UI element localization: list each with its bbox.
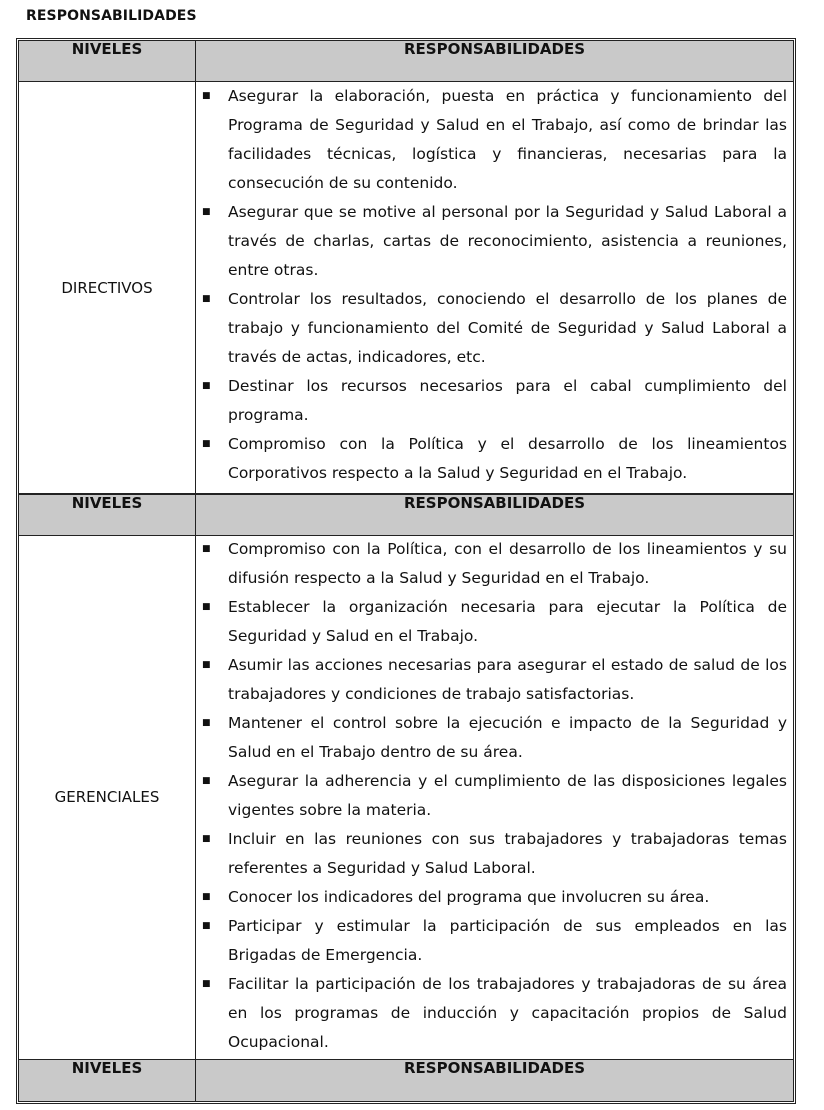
header-niveles: NIVELES: [19, 41, 196, 81]
list-item-text: Compromiso con la Política y el desarrollo de los lineamientos Corporativos respecto a la Salud y Seguridad en el Trabajo.: [228, 435, 787, 482]
list-item: [202, 285, 787, 372]
bullet-icon: ■: [202, 544, 211, 554]
header-niveles: NIVELES: [19, 1060, 196, 1101]
list-item: [202, 709, 787, 767]
list-item-text: Mantener el control sobre la ejecución e impacto de la Seguridad y Salud en el Trabajo dentro de su área.: [228, 714, 787, 761]
list-item-text: Incluir en las reuniones con sus trabajadores y trabajadoras temas referentes a Seguridad y Salud Laboral.: [228, 830, 787, 877]
responsibility-list: [196, 82, 793, 493]
bullet-icon: ■: [202, 892, 211, 902]
section-directivos: [19, 82, 793, 494]
list-item-text: Compromiso con la Política, con el desarrollo de los lineamientos y su difusión respecto a la Salud y Seguridad en el Trabajo.: [228, 540, 787, 587]
responsibilities-table: [16, 38, 796, 1104]
bullet-icon: ■: [202, 834, 211, 844]
list-item-text: Conocer los indicadores del programa que involucren su área.: [228, 888, 710, 906]
list-item-text: Controlar los resultados, conociendo el desarrollo de los planes de trabajo y funcionamiento del Comité de Seguridad y Salud Laboral a través de actas, indicadores, etc.: [228, 290, 787, 366]
bullet-icon: ■: [202, 776, 211, 786]
page-title: RESPONSABILIDADES: [26, 8, 197, 24]
list-item: [202, 825, 787, 883]
bullet-icon: ■: [202, 91, 211, 101]
list-item: [202, 912, 787, 970]
list-item: [202, 883, 787, 912]
table-header-row: [19, 1060, 793, 1101]
header-responsabilidades: RESPONSABILIDADES: [403, 1059, 586, 1077]
list-item: [202, 82, 787, 198]
level-label: GERENCIALES: [19, 535, 196, 1059]
bullet-icon: ■: [202, 381, 211, 391]
responsibility-list: [196, 535, 793, 1059]
list-item: [202, 767, 787, 825]
table-header-row: [19, 494, 793, 536]
section-gerenciales: [19, 535, 793, 1060]
list-item-text: Participar y estimular la participación de sus empleados en las Brigadas de Emergencia.: [228, 917, 787, 964]
header-responsabilidades: RESPONSABILIDADES: [403, 40, 586, 58]
bullet-icon: ■: [202, 979, 211, 989]
bullet-icon: ■: [202, 718, 211, 728]
list-item: [202, 430, 787, 488]
bullet-icon: ■: [202, 439, 211, 449]
list-item-text: Asumir las acciones necesarias para asegurar el estado de salud de los trabajadores y condiciones de trabajo satisfactorias.: [228, 656, 787, 703]
list-item-text: Destinar los recursos necesarios para el cabal cumplimiento del programa.: [228, 377, 787, 424]
header-responsabilidades: RESPONSABILIDADES: [403, 494, 586, 512]
bullet-icon: ■: [202, 207, 211, 217]
list-item: [202, 198, 787, 285]
list-item-text: Asegurar la adherencia y el cumplimiento de las disposiciones legales vigentes sobre la materia.: [228, 772, 787, 819]
list-item: [202, 593, 787, 651]
table-header-row: [19, 41, 793, 82]
list-item-text: Facilitar la participación de los trabajadores y trabajadoras de su área en los programas de inducción y capacitación propios de Salud Ocupacional.: [228, 975, 787, 1051]
list-item-text: Establecer la organización necesaria para ejecutar la Política de Seguridad y Salud en el Trabajo.: [228, 598, 787, 645]
bullet-icon: ■: [202, 660, 211, 670]
bullet-icon: ■: [202, 294, 211, 304]
bullet-icon: ■: [202, 602, 211, 612]
list-item: [202, 970, 787, 1057]
list-item-text: Asegurar la elaboración, puesta en práctica y funcionamiento del Programa de Seguridad y Salud en el Trabajo, así como de brindar las facilidades técnicas, logística y financieras, necesarias para la consecución de su contenido.: [228, 87, 787, 192]
list-item: [202, 372, 787, 430]
level-label: DIRECTIVOS: [19, 82, 196, 493]
list-item-text: Asegurar que se motive al personal por la Seguridad y Salud Laboral a través de charlas, cartas de reconocimiento, asistencia a reuniones, entre otras.: [228, 203, 787, 279]
bullet-icon: ■: [202, 921, 211, 931]
header-niveles: NIVELES: [19, 495, 196, 535]
list-item: [202, 535, 787, 593]
list-item: [202, 651, 787, 709]
